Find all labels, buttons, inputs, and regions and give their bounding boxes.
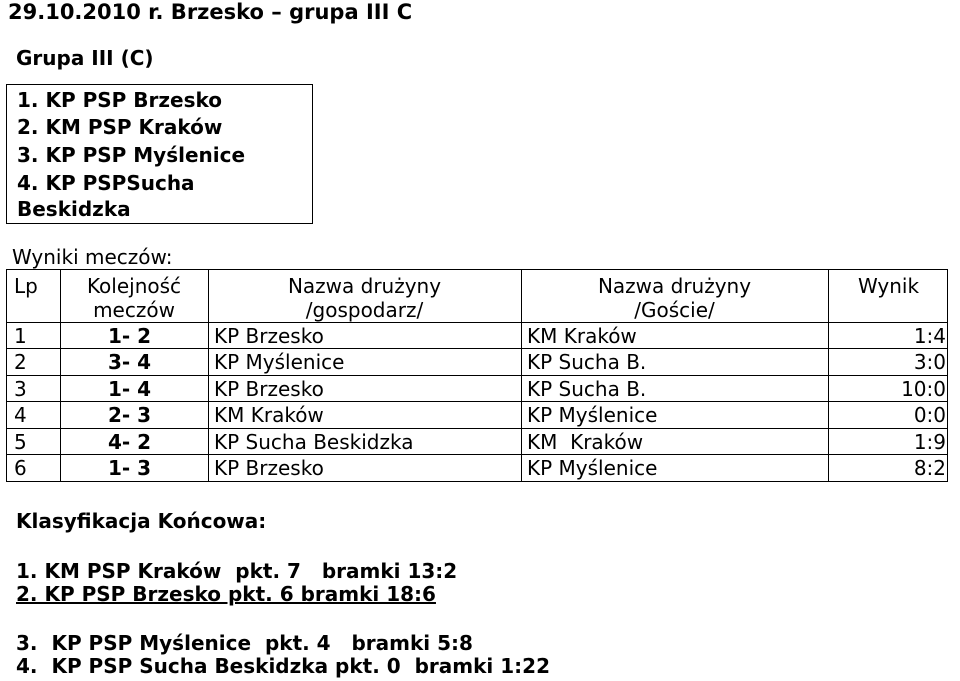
results-table <box>6 269 948 482</box>
header-lp: Lp <box>14 274 38 298</box>
cell-order: 4- 2 <box>108 430 152 454</box>
cell-lp: 1 <box>14 324 27 348</box>
header-home-line2: /gospodarz/ <box>305 298 424 322</box>
cell-home: KP Brzesko <box>214 456 324 480</box>
cell-result: 0:0 <box>913 403 946 427</box>
cell-order: 1- 3 <box>108 456 152 480</box>
header-away-line1: Nazwa drużyny <box>597 274 752 298</box>
cell-home: KP Myślenice <box>214 350 345 374</box>
cell-lp: 6 <box>14 456 27 480</box>
cell-result: 8:2 <box>913 456 946 480</box>
row-divider <box>7 428 947 429</box>
cell-order: 1- 4 <box>108 377 152 401</box>
cell-result: 10:0 <box>901 377 946 401</box>
header-away <box>521 274 828 322</box>
cell-lp: 2 <box>14 350 27 374</box>
cell-result: 1:9 <box>913 430 946 454</box>
cell-result: 1:4 <box>913 324 946 348</box>
cell-away: KM Kraków <box>527 430 644 454</box>
header-home-line1: Nazwa drużyny <box>287 274 442 298</box>
results-title: Wyniki meczów: <box>12 245 173 269</box>
group-title: Grupa III (C) <box>16 46 154 70</box>
team-list-item: 3. KP PSP Myślenice <box>17 143 246 167</box>
final-ranking-item: 4. KP PSP Sucha Beskidzka pkt. 0 bramki 1:22 <box>16 654 550 678</box>
cell-lp: 3 <box>14 377 27 401</box>
cell-home: KP Brzesko <box>214 324 324 348</box>
final-ranking-item: 3. KP PSP Myślenice pkt. 4 bramki 5:8 <box>16 631 473 655</box>
header-result: Wynik <box>857 274 920 298</box>
final-ranking-item: 1. KM PSP Kraków pkt. 7 bramki 13:2 <box>16 559 458 583</box>
team-list <box>6 84 313 224</box>
final-ranking-item: 2. KP PSP Brzesko pkt. 6 bramki 18:6 <box>16 582 436 606</box>
cell-home: KP Sucha Beskidzka <box>214 430 414 454</box>
team-list-item: 1. KP PSP Brzesko <box>17 88 222 112</box>
row-divider <box>7 375 947 376</box>
cell-order: 1- 2 <box>108 324 152 348</box>
team-list-item: Beskidzka <box>17 197 131 221</box>
cell-order: 3- 4 <box>108 350 152 374</box>
header-order-line1: Kolejność <box>86 274 182 298</box>
row-divider <box>7 348 947 349</box>
cell-home: KM Kraków <box>214 403 324 427</box>
team-list-item: 2. KM PSP Kraków <box>17 115 223 139</box>
cell-away: KP Sucha B. <box>527 350 647 374</box>
cell-away: KP Myślenice <box>527 403 658 427</box>
header-away-line2: /Goście/ <box>634 298 715 322</box>
header-order-line2: meczów <box>93 298 175 322</box>
row-divider <box>7 401 947 402</box>
cell-home: KP Brzesko <box>214 377 324 401</box>
header-home <box>208 274 521 322</box>
cell-result: 3:0 <box>913 350 946 374</box>
cell-away: KM Kraków <box>527 324 637 348</box>
cell-order: 2- 3 <box>108 403 152 427</box>
row-divider <box>7 322 947 323</box>
final-ranking-title: Klasyfikacja Końcowa: <box>16 509 267 533</box>
cell-lp: 5 <box>14 430 27 454</box>
cell-away: KP Sucha B. <box>527 377 647 401</box>
team-list-item: 4. KP PSPSucha <box>17 171 195 195</box>
cell-lp: 4 <box>14 403 27 427</box>
cell-away: KP Myślenice <box>527 456 658 480</box>
header-order <box>60 274 208 322</box>
row-divider <box>7 454 947 455</box>
document-title: 29.10.2010 r. Brzesko – grupa III C <box>8 0 413 24</box>
